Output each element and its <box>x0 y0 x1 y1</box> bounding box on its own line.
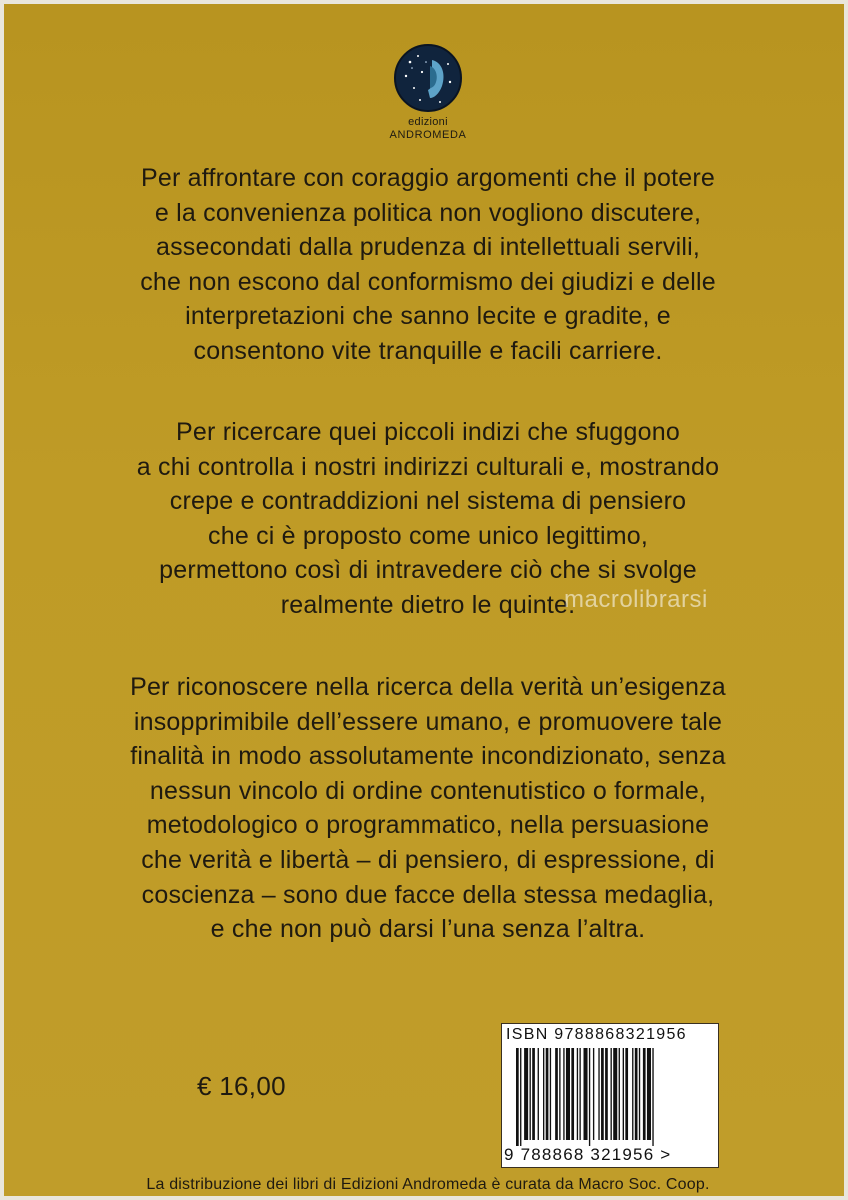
barcode-bar <box>625 1048 628 1140</box>
barcode-bar <box>532 1048 535 1140</box>
barcode-bar <box>577 1048 578 1140</box>
text-line: metodologico o programmatico, nella persuasione <box>146 811 710 840</box>
barcode-bar <box>643 1048 646 1140</box>
barcode-bars <box>514 1048 704 1146</box>
distribution-note: La distribuzione dei libri di Edizioni Andromeda è curata da Macro Soc. Coop. <box>146 1176 710 1193</box>
text-line: Per affrontare con coraggio argomenti che il potere <box>141 164 715 192</box>
barcode-bar <box>579 1048 580 1140</box>
barcode-bar <box>543 1048 544 1140</box>
andromeda-face-stars-icon <box>392 42 464 114</box>
text-line: che ci è proposto come unico legittimo, <box>208 521 648 550</box>
barcode-bar <box>524 1048 528 1140</box>
barcode-bar <box>598 1048 599 1140</box>
text-line: Per riconoscere nella ricerca della verità un’esigenza <box>130 673 726 701</box>
barcode-bar <box>550 1048 551 1140</box>
text-line: a chi controlla i nostri indirizzi culturali e, mostrando <box>136 452 720 481</box>
barcode-bar <box>584 1048 588 1140</box>
barcode-bar <box>530 1048 531 1140</box>
text-line: e che non può darsi l’una senza l’altra. <box>210 915 646 944</box>
barcode-bar <box>571 1048 574 1140</box>
barcode-bar <box>652 1048 653 1146</box>
watermark: macrolibrarsi <box>564 586 708 613</box>
barcode-bar <box>538 1048 539 1140</box>
barcode-bar <box>632 1048 633 1140</box>
barcode-bar <box>566 1048 570 1140</box>
price: € 16,00 <box>197 1071 286 1101</box>
text-line: insopprimibile dell’essere umano, e promuovere tale <box>133 707 723 736</box>
barcode-bar <box>555 1048 558 1140</box>
barcode-bar <box>601 1048 604 1140</box>
text-line: crepe e contraddizioni nel sistema di pensiero <box>169 487 687 516</box>
barcode-bar <box>619 1048 620 1140</box>
barcode-bar <box>639 1048 640 1140</box>
text-line: che verità e libertà – di pensiero, di espressione, di <box>141 845 715 874</box>
text-line: coscienza – sono due facce della stessa medaglia, <box>141 880 715 909</box>
text-line: realmente dietro le quinte. <box>280 590 576 619</box>
text-line: interpretazioni che sanno lecite e gradite, e <box>185 302 671 331</box>
text-line: Per ricercare quei piccoli indizi che sfuggono <box>176 418 680 446</box>
isbn-label: ISBN 9788868321956 <box>506 1026 687 1043</box>
text-line: finalità in modo assolutamente incondizionato, senza <box>130 742 726 771</box>
barcode-bar <box>593 1048 594 1140</box>
publisher-label-small: edizioni <box>408 116 448 128</box>
paragraph-1 <box>44 161 812 369</box>
barcode-bar <box>559 1048 560 1140</box>
paragraph-3 <box>44 670 812 947</box>
publisher-name: ANDROMEDA <box>389 129 467 141</box>
barcode-bar <box>563 1048 564 1140</box>
barcode-number: 9 788868 321956 > <box>504 1145 672 1164</box>
barcode-bar <box>635 1048 638 1140</box>
barcode-bar <box>647 1048 651 1140</box>
barcode-bar <box>605 1048 608 1140</box>
text-line: che non escono dal conformismo dei giudizi e delle <box>140 267 716 296</box>
text-line: assecondati dalla prudenza di intellettuali servili, <box>155 233 701 262</box>
barcode-bar <box>613 1048 617 1140</box>
text-line: nessun vincolo di ordine contenutistico o formale, <box>149 776 707 805</box>
text-line: consentono vite tranquille e facili carriere. <box>193 336 663 365</box>
barcode-bar <box>520 1048 521 1146</box>
text-line: permettono così di intravedere ciò che si svolge <box>159 556 697 585</box>
barcode-bar <box>516 1048 519 1146</box>
barcode-bar <box>623 1048 624 1140</box>
text-line: e la convenienza politica non vogliono discutere, <box>154 198 702 227</box>
barcode-bar <box>546 1048 549 1140</box>
isbn-barcode <box>501 1023 719 1168</box>
barcode-bar <box>611 1048 612 1140</box>
barcode-bar <box>589 1048 590 1146</box>
